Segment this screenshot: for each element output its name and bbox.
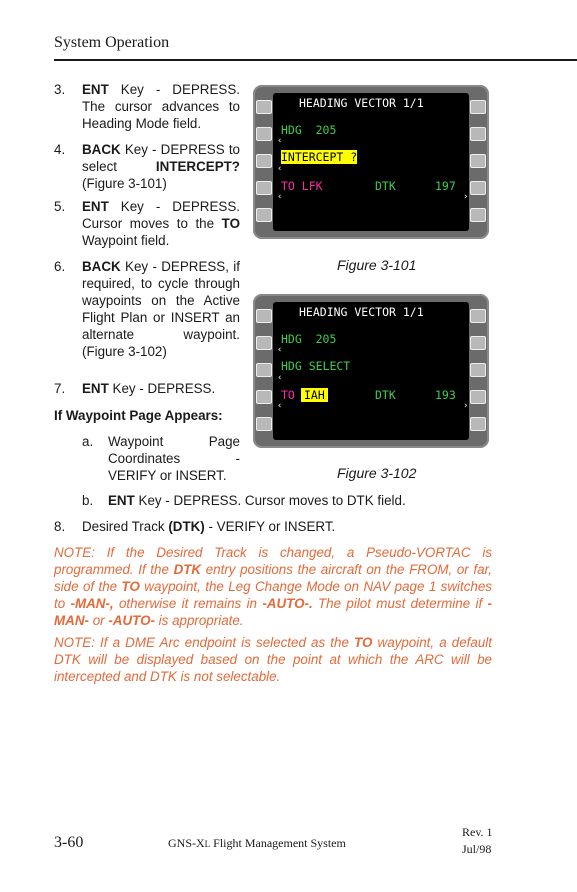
page-number: 3-60 bbox=[54, 834, 84, 851]
line-select-key-l3[interactable] bbox=[256, 363, 272, 377]
left-arrow-icon: ‹ bbox=[277, 373, 283, 383]
screen-title: HEADING VECTOR 1/1 bbox=[299, 96, 424, 110]
line-select-key-r3[interactable] bbox=[470, 154, 486, 168]
waypoint-heading: If Waypoint Page Appears: bbox=[54, 408, 223, 423]
line-select-key-l2[interactable] bbox=[256, 336, 272, 350]
right-arrow-icon: › bbox=[463, 192, 469, 202]
to-waypoint: TO LFK bbox=[281, 179, 323, 193]
figure-caption: Figure 3-102 bbox=[337, 465, 417, 481]
note-pseudo-vortac: NOTE: If the Desired Track is changed, a Pseudo-VORTAC is programmed. If the DTK entry positions the aircraft on the FROM, or far, side of the TO waypoint, the Leg Change Mode on NAV page 1 switches to -MAN-, otherwise it remains in -AUTO-. The pilot must determine if -MAN- or -AUTO- is appropriate. bbox=[54, 545, 493, 628]
header-rule bbox=[54, 59, 577, 61]
left-arrow-icon: ‹ bbox=[277, 401, 283, 411]
line-select-key-r3[interactable] bbox=[470, 363, 486, 377]
dtk-value: 197 bbox=[435, 179, 456, 193]
note-dme-arc: NOTE: If a DME Arc endpoint is selected as the TO waypoint, a default DTK will be displayed based on the point at which the ARC will be intercepted and DTK is not selectable. bbox=[54, 635, 492, 684]
left-arrow-icon: ‹ bbox=[277, 136, 283, 146]
section-title: System Operation bbox=[54, 34, 170, 51]
line-select-key-l5[interactable] bbox=[256, 208, 272, 222]
line-select-key-l1[interactable] bbox=[256, 309, 272, 323]
line-select-key-r1[interactable] bbox=[470, 309, 486, 323]
line-select-key-r2[interactable] bbox=[470, 336, 486, 350]
dtk-label: DTK bbox=[375, 179, 396, 193]
line-select-key-l5[interactable] bbox=[256, 417, 272, 431]
line-select-key-r4[interactable] bbox=[470, 181, 486, 195]
line-select-key-r1[interactable] bbox=[470, 100, 486, 114]
left-arrow-icon: ‹ bbox=[277, 345, 283, 355]
to-waypoint-field[interactable]: IAH bbox=[301, 388, 328, 402]
line-select-key-l4[interactable] bbox=[256, 390, 272, 404]
line-select-key-r5[interactable] bbox=[470, 417, 486, 431]
key-name: ENT bbox=[82, 82, 109, 97]
manual-title: GNS-XL Flight Management System bbox=[168, 836, 346, 850]
heading-line: HDG 205 bbox=[281, 332, 337, 346]
fms-display-fig102 bbox=[253, 294, 489, 448]
line-select-key-l4[interactable] bbox=[256, 181, 272, 195]
heading-line: HDG 205 bbox=[281, 123, 337, 137]
fms-display-fig101 bbox=[253, 85, 489, 239]
left-arrow-icon: ‹ bbox=[277, 164, 283, 174]
intercept-field[interactable]: INTERCEPT ? bbox=[281, 150, 358, 164]
fms-screen bbox=[273, 93, 469, 231]
right-arrow-icon: › bbox=[463, 401, 469, 411]
line-select-key-l2[interactable] bbox=[256, 127, 272, 141]
line-select-key-l3[interactable] bbox=[256, 154, 272, 168]
left-arrow-icon: ‹ bbox=[277, 192, 283, 202]
screen-title: HEADING VECTOR 1/1 bbox=[299, 305, 424, 319]
line-select-key-l1[interactable] bbox=[256, 100, 272, 114]
line-select-key-r5[interactable] bbox=[470, 208, 486, 222]
revision-date: Jul/98 bbox=[462, 842, 492, 856]
revision: Rev. 1 bbox=[462, 825, 493, 839]
dtk-value: 193 bbox=[435, 388, 456, 402]
line-select-key-r2[interactable] bbox=[470, 127, 486, 141]
dtk-label: DTK bbox=[375, 388, 396, 402]
figure-caption: Figure 3-101 bbox=[337, 257, 417, 273]
line-select-key-r4[interactable] bbox=[470, 390, 486, 404]
fms-screen bbox=[273, 302, 469, 440]
to-label: TO bbox=[281, 388, 295, 402]
heading-select-line: HDG SELECT bbox=[281, 359, 351, 373]
